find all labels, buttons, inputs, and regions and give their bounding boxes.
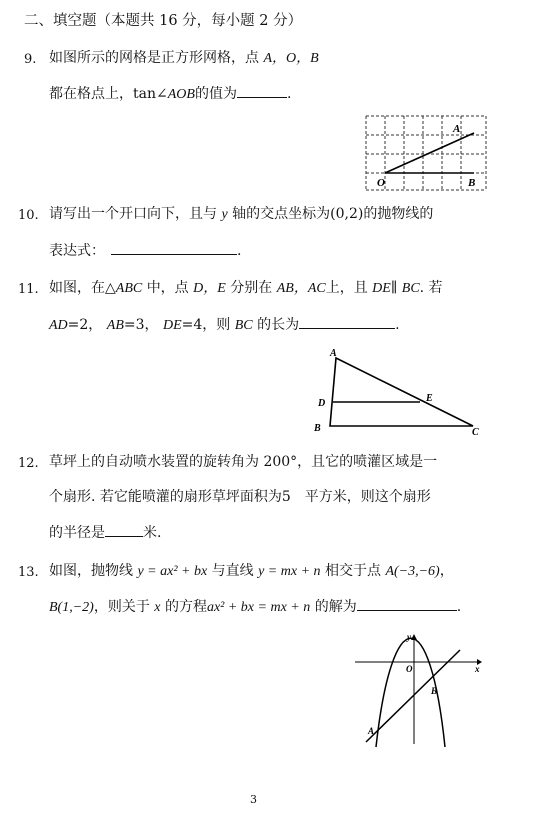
question-text-line-1: 请写出一个开口向下，且与 y 轴的交点坐标为(0,2)的抛物线的: [49, 206, 434, 222]
label-c: C: [472, 427, 479, 438]
label-a: A: [453, 123, 461, 135]
label-o: O: [377, 177, 385, 189]
question-number: 10.: [18, 208, 39, 223]
question-number: 11.: [18, 282, 39, 297]
question-text-line-3: 的半径是 米.: [49, 525, 162, 541]
triangle-abc: [330, 358, 473, 426]
grid-figure: [364, 114, 489, 194]
question-text-line-1: 如图，抛物线 y = ax² + bx 与直线 y = mx + n 相交于点 A(−3,−6)，: [49, 563, 454, 579]
question-text-line-2: 都在格点上，tan∠AOB的值为 .: [49, 86, 292, 102]
page-number: 3: [250, 793, 257, 806]
question-text-line-2: B(1,−2)，则关于 x 的方程ax² + bx = mx + n 的解为 .: [49, 599, 462, 615]
answer-blank[interactable]: [357, 597, 457, 611]
label-a: A: [368, 726, 375, 736]
question-text-line-2: AD=2， AB=3， DE=4，则 BC 的长为 .: [49, 317, 400, 333]
question-number: 13.: [18, 565, 39, 580]
answer-blank[interactable]: [111, 241, 237, 255]
question-number: 9.: [24, 52, 37, 67]
answer-blank[interactable]: [237, 84, 287, 98]
answer-blank[interactable]: [299, 315, 395, 329]
answer-blank[interactable]: [105, 523, 143, 537]
label-o: O: [406, 664, 413, 674]
question-text-line-1: 如图，在△ABC 中，点 D，E 分别在 AB，AC上，且 DE∥ BC. 若: [49, 280, 443, 296]
question-text-line-2: 个扇形. 若它能喷灌的扇形草坪面积为5 平方米，则这个扇形: [49, 489, 431, 505]
label-b: B: [431, 686, 438, 696]
question-text-line-1: 如图所示的网格是正方形网格，点 A，O，B: [49, 50, 319, 66]
section-title: 二、填空题（本题共 16 分，每小题 2 分）: [24, 13, 303, 29]
line-ab: [366, 650, 460, 742]
label-y: y: [407, 632, 411, 642]
label-b: B: [314, 423, 321, 434]
question-text-line-2: 表达式： .: [49, 243, 242, 259]
question-text-line-1: 草坪上的自动喷水装置的旋转角为 200°，且它的喷灌区域是一: [49, 454, 438, 470]
label-d: D: [318, 398, 326, 409]
question-number: 12.: [18, 456, 39, 471]
parabola-figure: [350, 632, 490, 752]
label-x: x: [475, 664, 480, 674]
label-e: E: [426, 393, 433, 404]
label-a: A: [330, 348, 337, 359]
label-b: B: [468, 177, 476, 189]
triangle-figure: [310, 345, 490, 438]
